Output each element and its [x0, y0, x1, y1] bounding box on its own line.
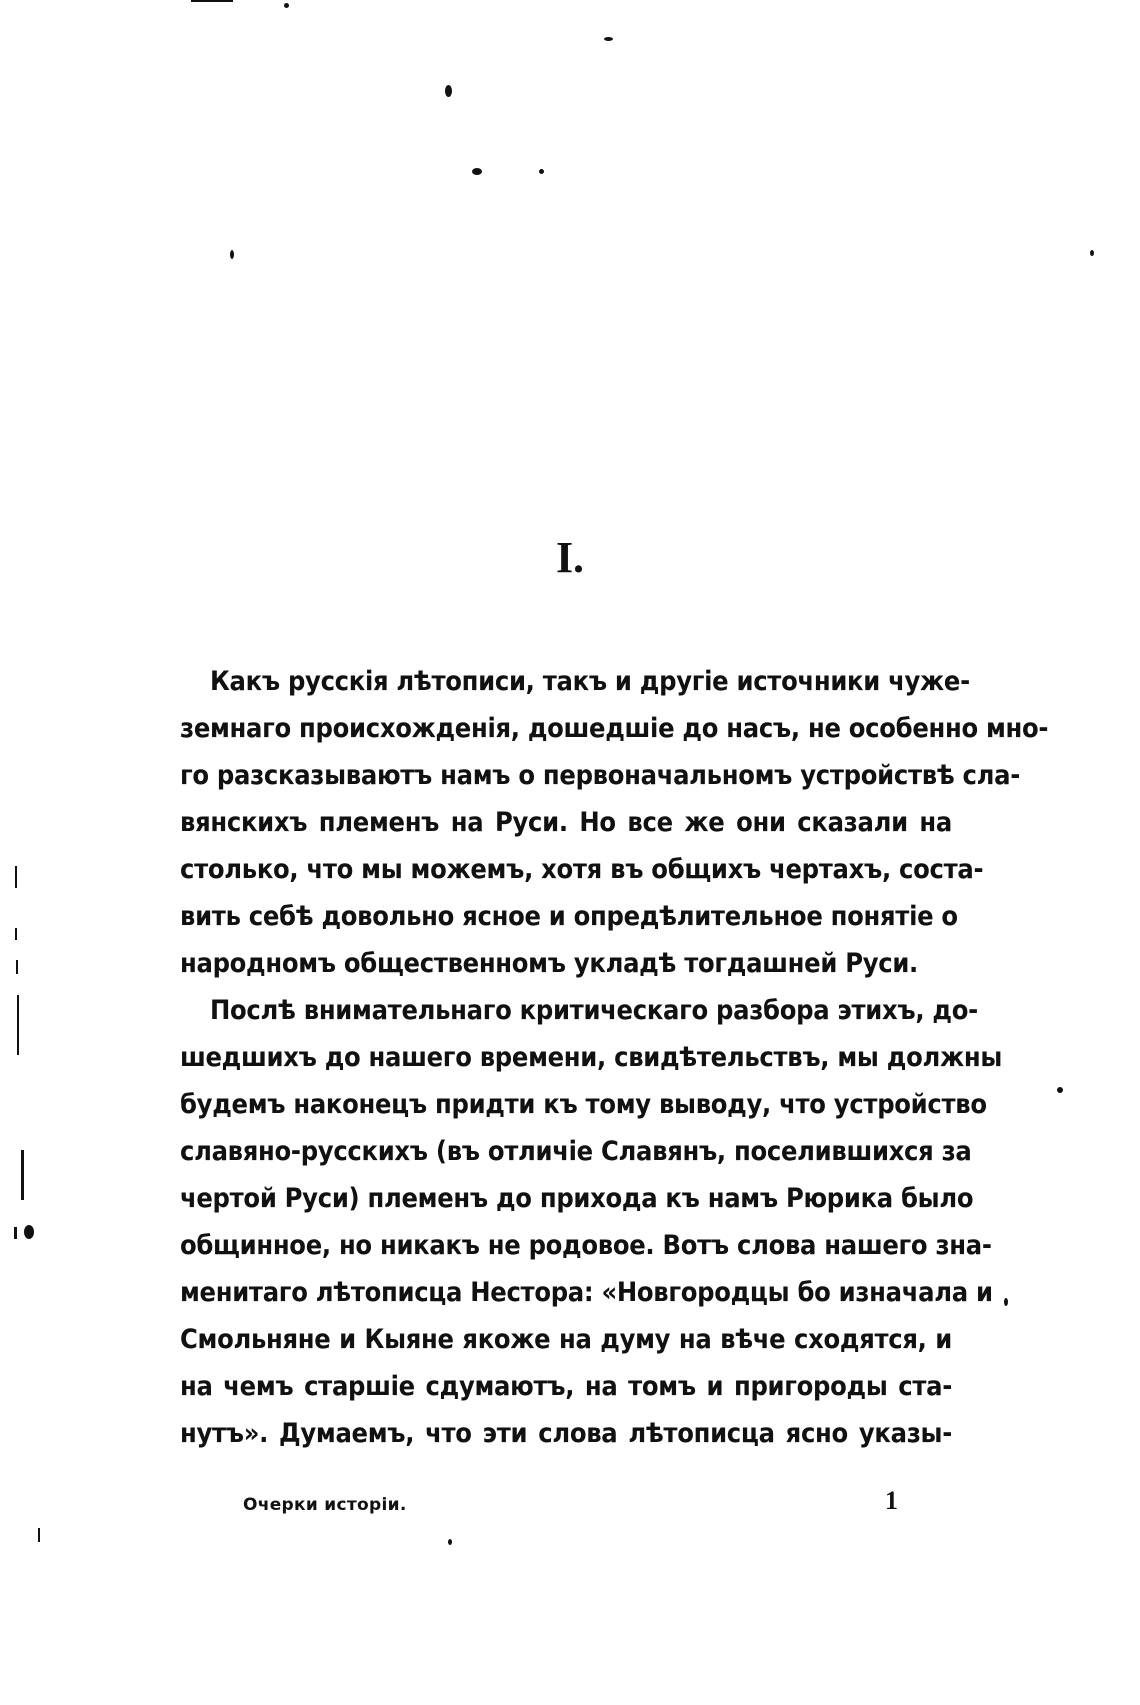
scan-speck: [1004, 1298, 1008, 1306]
text-line: Послѣ внимательнаго критическаго разбора этихъ, до-: [210, 995, 978, 1026]
text-line: вить себѣ довольно ясное и опредѣлительное понятіе о: [180, 901, 958, 932]
scan-speck: [230, 250, 234, 259]
scan-speck: [24, 1225, 34, 1239]
edge-mark: [21, 1150, 24, 1200]
text-line: на чемъ старшіе сдумаютъ, на томъ и пригороды ста-: [180, 1371, 952, 1402]
footer-book-title: Очерки исторіи.: [243, 1495, 407, 1515]
scan-speck: [472, 168, 482, 175]
edge-mark: [191, 0, 233, 2]
scan-speck: [604, 37, 613, 41]
scan-speck: [445, 85, 452, 97]
text-line: шедшихъ до нашего времени, свидѣтельствъ, мы должны: [180, 1042, 1002, 1073]
scan-speck: [1057, 1087, 1063, 1093]
edge-mark: [38, 1528, 40, 1542]
text-line: земнаго происхожденія, дошедшіе до насъ, не особенно мно-: [180, 713, 1049, 744]
edge-mark: [17, 995, 19, 1055]
text-line: народномъ общественномъ укладѣ тогдашней Руси.: [180, 948, 918, 979]
scan-speck: [1090, 250, 1094, 256]
text-line: менитаго лѣтописца Нестора: «Новгородцы бо изначала и: [180, 1277, 993, 1308]
text-line: будемъ наконецъ придти къ тому выводу, что устройство: [180, 1089, 987, 1120]
scan-speck: [539, 169, 544, 174]
edge-mark: [16, 960, 18, 974]
page-number: 1: [885, 1486, 898, 1515]
scan-speck: [448, 1539, 452, 1545]
text-line: Какъ русскія лѣтописи, такъ и другіе источники чуже-: [210, 666, 970, 697]
text-line: го разсказываютъ намъ о первоначальномъ устройствѣ сла-: [180, 760, 1021, 791]
scan-speck: [284, 3, 289, 8]
edge-mark: [15, 928, 17, 940]
chapter-number: I.: [555, 533, 585, 582]
text-line: славяно-русскихъ (въ отличіе Славянъ, поселившихся за: [180, 1136, 972, 1167]
text-line: Смольняне и Кыяне якоже на думу на вѣче сходятся, и: [180, 1324, 952, 1355]
text-line: вянскихъ племенъ на Руси. Но все же они сказали на: [180, 807, 952, 838]
edge-mark: [14, 1227, 17, 1239]
text-line: нутъ». Думаемъ, что эти слова лѣтописца ясно указы-: [180, 1418, 952, 1449]
body-text: [180, 658, 1049, 1457]
text-line: чертой Руси) племенъ до прихода къ намъ Рюрика было: [180, 1183, 974, 1214]
edge-mark: [15, 866, 17, 888]
text-line: столько, что мы можемъ, хотя въ общихъ чертахъ, соста-: [180, 854, 984, 885]
text-line: общинное, но никакъ не родовое. Вотъ слова нашего зна-: [180, 1230, 992, 1261]
